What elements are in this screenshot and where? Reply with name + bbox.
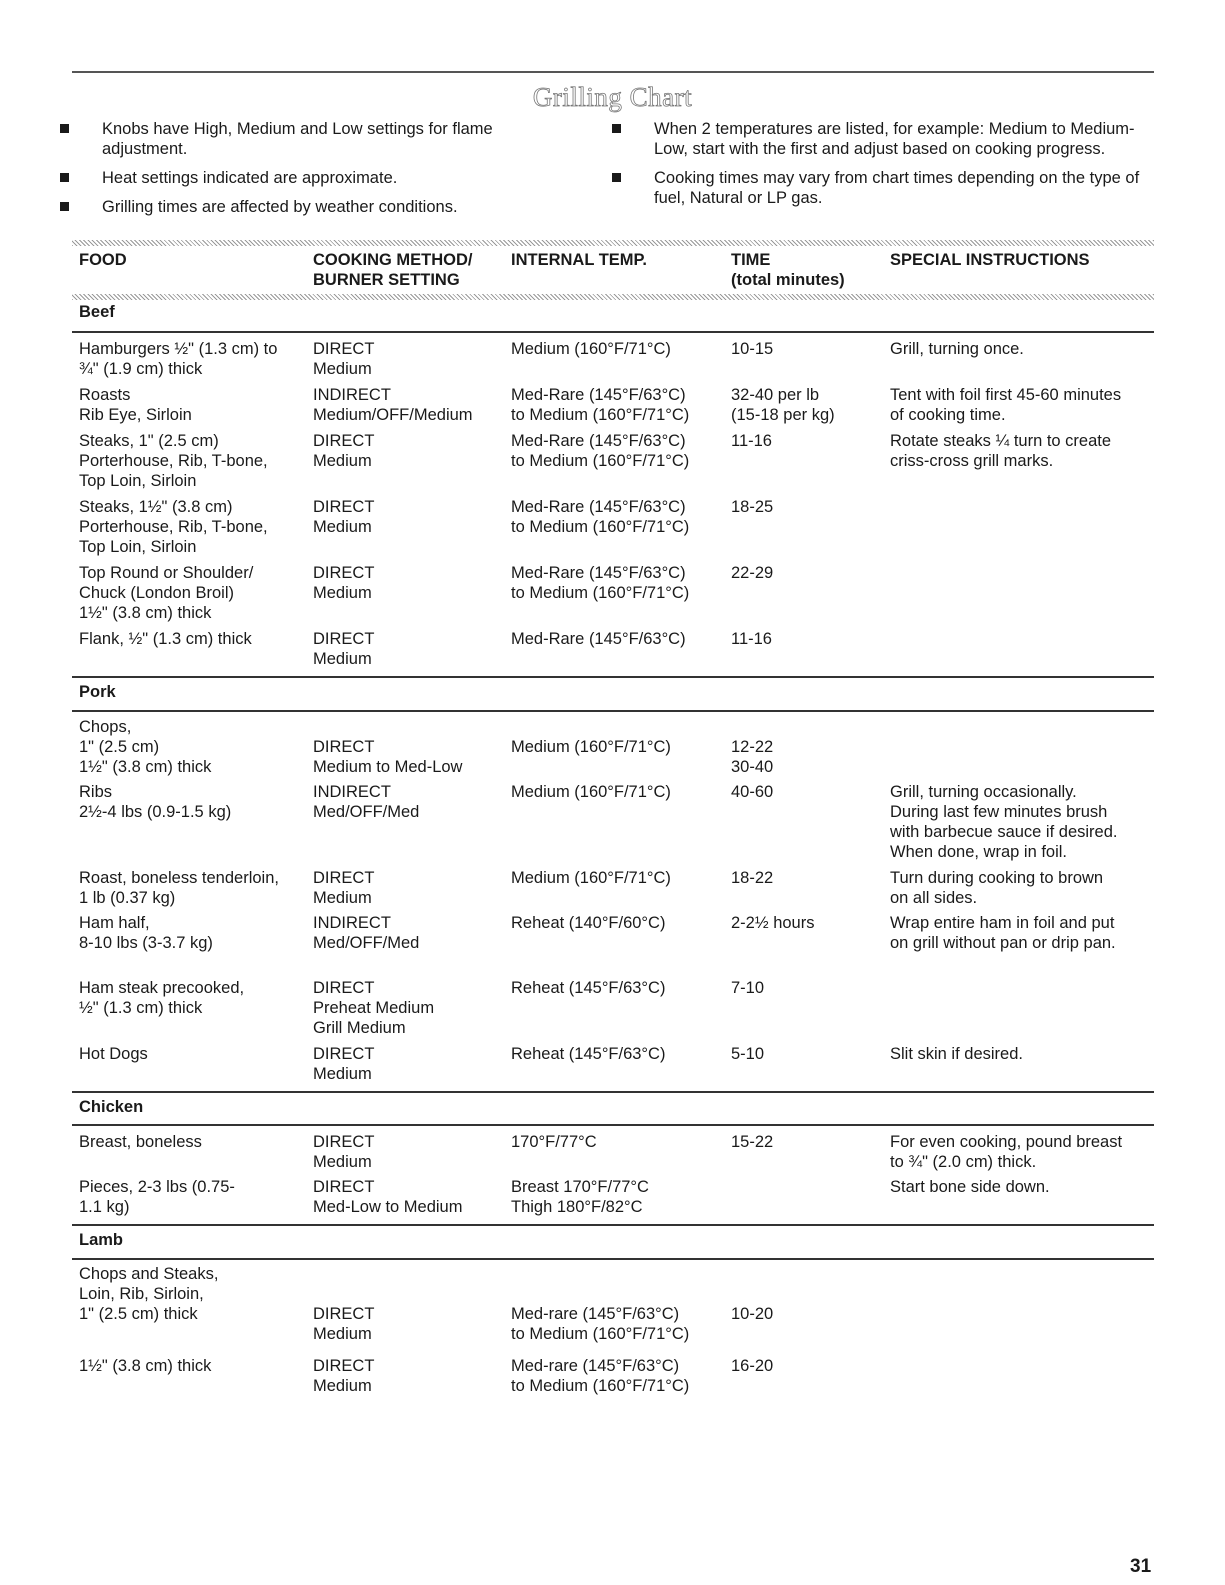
square-bullet-icon [612,173,621,182]
section-title-lamb: Lamb [79,1231,124,1249]
instructions-cell: For even cooking, pound breast to ¾" (2.0 cm) thick. [890,1133,1123,1171]
food-cell: Ham steak precooked, ½" (1.3 cm) thick [79,979,245,1017]
note-item [60,168,530,188]
time-cell: 7-10 [731,979,765,997]
time-cell: 18-25 [731,498,774,516]
time-cell: 22-29 [731,564,774,582]
method-cell: DIRECT Medium [313,630,375,668]
section-rule [72,710,1154,712]
note-item [60,119,530,159]
time-cell: 11-16 [731,432,772,450]
method-cell: DIRECT Medium [313,1133,375,1171]
square-bullet-icon [60,124,69,133]
time-cell: 5-10 [731,1045,765,1063]
method-cell: INDIRECT Med/OFF/Med [313,914,420,952]
section-rule [72,1258,1154,1260]
square-bullet-icon [612,124,621,133]
method-cell: DIRECT Preheat Medium Grill Medium [313,979,435,1037]
note-item [612,119,1160,159]
food-cell: Ham half, 8-10 lbs (3-3.7 kg) [79,914,213,952]
time-cell: 10-15 [731,340,774,358]
header-food: FOOD [79,251,127,269]
notes-left [60,119,530,226]
method-cell: DIRECT Med-Low to Medium [313,1178,463,1216]
section-rule [72,676,1154,678]
time-cell: 32-40 per lb (15-18 per kg) [731,386,835,424]
time-cell: 12-22 30-40 [731,738,774,776]
time-cell: 11-16 [731,630,772,648]
header-method: COOKING METHOD/ BURNER SETTING [313,251,473,289]
method-cell: DIRECT Medium [313,432,375,470]
square-bullet-icon [60,202,69,211]
method-cell: DIRECT Medium [313,340,375,378]
food-cell: Pieces, 2-3 lbs (0.75- 1.1 kg) [79,1178,235,1216]
food-cell: Roasts Rib Eye, Sirloin [79,386,192,424]
instructions-cell: Grill, turning once. [890,340,1024,358]
temp-cell: Breast 170°F/77°C Thigh 180°F/82°C [511,1178,649,1216]
temp-cell: Reheat (145°F/63°C) [511,1045,666,1063]
food-cell: Chops and Steaks, Loin, Rib, Sirloin, 1" (2.5 cm) thick [79,1265,219,1323]
note-text: Knobs have High, Medium and Low settings for flame adjustment. [102,120,493,158]
section-rule [72,1124,1154,1126]
food-cell: Chops, 1" (2.5 cm) 1½" (3.8 cm) thick [79,718,212,776]
food-cell: Hot Dogs [79,1045,148,1063]
note-text: When 2 temperatures are listed, for example: Medium to Medium-Low, start with the first and adjust based on cooking progress. [654,120,1135,158]
temp-cell: Med-rare (145°F/63°C) to Medium (160°F/71°C) [511,1305,690,1343]
note-item [612,168,1160,208]
instructions-cell: Tent with foil first 45-60 minutes of cooking time. [890,386,1122,424]
section-title-pork: Pork [79,683,116,701]
temp-cell: Med-Rare (145°F/63°C) [511,630,686,648]
food-cell: Hamburgers ½" (1.3 cm) to ¾" (1.9 cm) thick [79,340,278,378]
temp-cell: Medium (160°F/71°C) [511,783,671,801]
time-cell: 15-22 [731,1133,774,1151]
temp-cell: Med-Rare (145°F/63°C) to Medium (160°F/71°C) [511,432,690,470]
instructions-cell: Rotate steaks ¼ turn to create criss-cross grill marks. [890,432,1112,470]
temp-cell: Med-Rare (145°F/63°C) to Medium (160°F/71°C) [511,386,690,424]
note-text: Grilling times are affected by weather conditions. [102,198,458,216]
top-rule [72,71,1154,73]
food-cell: Ribs 2½-4 lbs (0.9-1.5 kg) [79,783,232,821]
instructions-cell: Start bone side down. [890,1178,1050,1196]
temp-cell: Med-Rare (145°F/63°C) to Medium (160°F/71°C) [511,564,690,602]
food-cell: Steaks, 1" (2.5 cm) Porterhouse, Rib, T-bone, Top Loin, Sirloin [79,432,268,490]
method-cell: DIRECT Medium [313,1305,375,1343]
food-cell: 1½" (3.8 cm) thick [79,1357,212,1375]
time-cell: 2-2½ hours [731,914,815,932]
header-hatch-top [72,240,1154,246]
notes-right [612,119,1160,217]
instructions-cell: Grill, turning occasionally. During last few minutes brush with barbecue sauce if desired. When done, wrap in foil. [890,783,1118,861]
note-text: Cooking times may vary from chart times depending on the type of fuel, Natural or LP gas. [654,169,1140,207]
method-cell: INDIRECT Medium/OFF/Medium [313,386,473,424]
temp-cell: Reheat (145°F/63°C) [511,979,666,997]
method-cell: DIRECT Medium to Med-Low [313,738,463,776]
note-item [60,197,530,217]
header-hatch-bottom [72,294,1154,300]
time-cell: 16-20 [731,1357,774,1375]
temp-cell: 170°F/77°C [511,1133,597,1151]
square-bullet-icon [60,173,69,182]
time-cell: 40-60 [731,783,774,801]
section-rule [72,1224,1154,1226]
food-cell: Flank, ½" (1.3 cm) thick [79,630,252,648]
instructions-cell: Wrap entire ham in foil and put on grill without pan or drip pan. [890,914,1116,952]
method-cell: DIRECT Medium [313,1045,375,1083]
header-instructions: SPECIAL INSTRUCTIONS [890,251,1090,269]
temp-cell: Medium (160°F/71°C) [511,869,671,887]
header-temp: INTERNAL TEMP. [511,251,647,269]
instructions-cell: Turn during cooking to brown on all sides. [890,869,1104,907]
page-title: Grilling Chart [532,82,693,112]
temp-cell: Medium (160°F/71°C) [511,340,671,358]
section-rule [72,331,1154,333]
temp-cell: Medium (160°F/71°C) [511,738,671,756]
method-cell: INDIRECT Med/OFF/Med [313,783,420,821]
food-cell: Top Round or Shoulder/ Chuck (London Broil) 1½" (3.8 cm) thick [79,564,254,622]
food-cell: Roast, boneless tenderloin, 1 lb (0.37 kg) [79,869,279,907]
instructions-cell: Slit skin if desired. [890,1045,1023,1063]
page-number: 31 [1130,1556,1152,1577]
method-cell: DIRECT Medium [313,564,375,602]
section-title-chicken: Chicken [79,1098,144,1116]
food-cell: Breast, boneless [79,1133,202,1151]
note-text: Heat settings indicated are approximate. [102,169,398,187]
section-rule [72,1091,1154,1093]
temp-cell: Reheat (140°F/60°C) [511,914,666,932]
food-cell: Steaks, 1½" (3.8 cm) Porterhouse, Rib, T-bone, Top Loin, Sirloin [79,498,268,556]
method-cell: DIRECT Medium [313,1357,375,1395]
method-cell: DIRECT Medium [313,498,375,536]
section-title-beef: Beef [79,303,115,321]
time-cell: 18-22 [731,869,774,887]
temp-cell: Med-Rare (145°F/63°C) to Medium (160°F/71°C) [511,498,690,536]
method-cell: DIRECT Medium [313,869,375,907]
temp-cell: Med-rare (145°F/63°C) to Medium (160°F/71°C) [511,1357,690,1395]
time-cell: 10-20 [731,1305,774,1323]
header-time: TIME (total minutes) [731,251,845,289]
